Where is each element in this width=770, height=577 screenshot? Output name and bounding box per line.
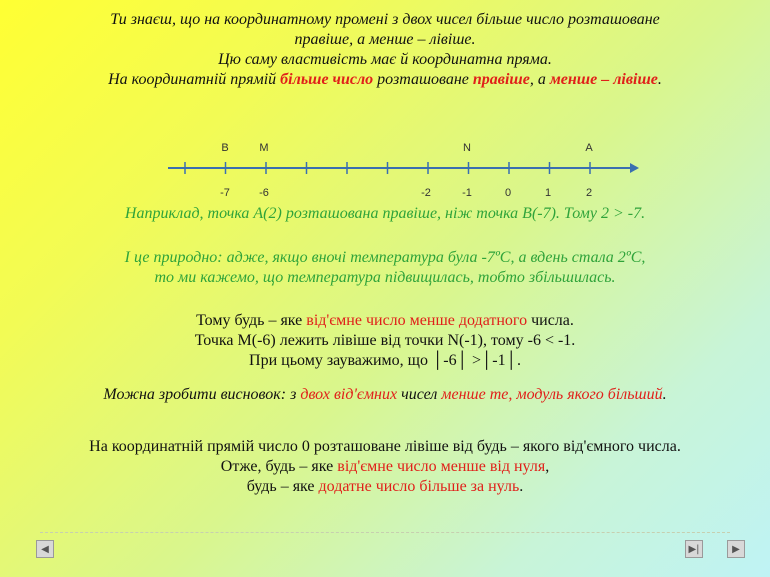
highlight-smaller-left: менше – лівіше [549,71,658,88]
intro-line-4-part: розташоване [373,71,473,88]
conclusion-part: Можна зробити висновок: з [103,386,301,403]
example-note [90,248,680,288]
zero-rule-text [0,437,770,497]
block5-line-2 [0,457,770,477]
block3-line-1-part: Тому будь – яке [196,312,307,329]
intro-line-2: правіше, а менше – лівіше. [294,31,476,48]
point-label-m: M [259,142,269,154]
point-label-b: B [221,142,229,154]
footer-divider [40,532,730,533]
tick-label: -7 [220,187,230,199]
example-line-1: Наприклад, точка А(2) розташована правіше, ніж точка В(-7). Тому 2 > -7. [124,205,646,222]
intro-line-1: Ти знаєш, що на координатному промені з двох чисел більше число розташоване [110,11,660,28]
block5-line-3-part: . [519,478,524,495]
last-slide-button[interactable] [685,540,703,558]
conclusion-part: . [662,386,667,403]
block5-line-1: На координатній прямій число 0 розташоване лівіше від будь – якого від'ємного числа. [89,438,681,455]
next-slide-button[interactable] [727,540,745,558]
last-slide-icon: ▶| [688,543,700,555]
next-slide-icon: ▶ [732,543,740,555]
tick-label: 2 [585,187,593,199]
tick-label: -1 [462,187,472,199]
highlight-two-negative: двох від'ємних [300,386,398,403]
tick-label: 0 [504,187,512,199]
block3-line-1-part: числа. [527,312,574,329]
intro-line-4-part: , а [529,71,550,88]
example-line-2: І це природно: адже, якщо вночі температура була -7ºС, а вдень стала 2ºС, [124,249,646,266]
tick-label: -2 [421,187,431,199]
example-text [90,204,680,224]
example-line-3: то ми кажемо, що температура підвищилась, тобто збільшилась. [154,269,616,286]
highlight-greater-number: більше число [280,71,374,88]
block5-line-2-part: Отже, будь – яке [220,458,338,475]
intro-line-3: Цю саму властивість має й координатна пряма. [218,51,552,68]
intro-line-4-part: . [657,71,662,88]
block3-line-1 [0,311,770,331]
highlight-right: правіше [472,71,530,88]
block5-line-2-part: , [545,458,550,475]
point-label-a: A [585,142,593,154]
point-label-n: N [463,142,471,154]
intro-line-4-part: На координатній прямій [108,71,281,88]
intro-line-4 [80,70,690,90]
negative-vs-positive-text [0,311,770,371]
tick-label: 1 [544,187,552,199]
coordinate-line [160,135,640,201]
highlight-negative-less-zero: від'ємне число менше від нуля [337,458,546,475]
conclusion-part: чисел [397,386,442,403]
previous-slide-button[interactable] [36,540,54,558]
block3-line-3: При цьому зауважимо, що │-6│ >│-1│. [249,352,521,369]
highlight-negative-less-positive: від'ємне число менше додатного [306,312,528,329]
block5-line-3 [0,477,770,497]
block5-line-3-part: будь – яке [246,478,319,495]
intro-text [80,10,690,90]
block3-line-2: Точка М(-6) лежить лівіше від точки N(-1), тому -6 < -1. [194,332,576,349]
previous-slide-icon: ◀ [41,543,49,555]
conclusion-text [0,385,770,405]
tick-label: -6 [259,187,269,199]
highlight-positive-greater-zero: додатне число більше за нуль [318,478,520,495]
highlight-greater-modulus: менше те, модуль якого більший [441,386,663,403]
axis-arrow-icon [630,163,639,173]
